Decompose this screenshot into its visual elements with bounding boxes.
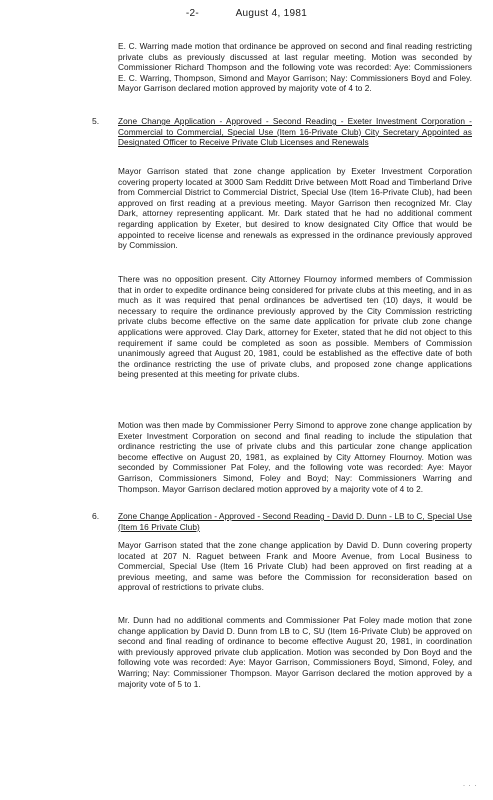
- paragraph-text: Motion was then made by Commissioner Perry Simond to approve zone change application by Exeter Investment Corporation on second and final reading to include the stipulation that ordinance restricting the use of private clubs and this particular zone change application become effective on August 20, 1981, as explained by City Attorney Flournoy. Motion was seconded by Commissioner Pat Foley, and the following vote was recorded: Aye: Mayor Garrison, Commissioners Simond, Foley and Boyd; Nay: Commissioners Warring and Thompson. Mayor Garrison declared motion approved by a majority vote of 4 to 2.: [118, 420, 472, 494]
- item-6-paragraph-1: [118, 540, 472, 593]
- meeting-date: August 4, 1981: [235, 8, 308, 19]
- page-header: [0, 8, 493, 19]
- heading-text: Zone Change Application - Approved - Second Reading - Exeter Investment Corporation - Commercial to Commercial, Special Use (Item 16-Private Club) City Secretary Appointed as Designated Officer to Receive Private Club Licenses and Renewals: [118, 116, 472, 148]
- item-6-paragraph-2: [118, 615, 472, 689]
- item-6-heading: [118, 511, 472, 532]
- item-5-paragraph-3: [118, 420, 472, 494]
- page-number: -2-: [185, 8, 200, 19]
- item-number-5: 5.: [92, 116, 100, 126]
- paragraph-text: Mayor Garrison stated that the zone change application by David D. Dunn covering property located at 207 N. Raguet between Frank and Moore Avenue, from Local Business to Commercial, Special Use (Item 16 Private Club) had been approved on first reading at a previous meeting, and same was before the Commission for reconsideration based on approval of restrictions to private clubs.: [118, 540, 472, 593]
- footer-mark: · · ·: [463, 783, 478, 789]
- item-number-6: 6.: [92, 511, 100, 521]
- paragraph-text: Mr. Dunn had no additional comments and Commissioner Pat Foley made motion that zone change application by David D. Dunn from LB to C, SU (Item 16-Private Club) be approved on second and final reading of ordinance to become effective August 20, 1981, in coordination with previously approved private club application. Motion was seconded by Don Boyd and the following vote was recorded: Aye: Mayor Garrison, Commissioners Boyd, Simond, Foley, and Warring; Nay: Commissioner Thompson. Mayor Garrison declared the motion approved by a majority vote of 5 to 1.: [118, 615, 472, 689]
- paragraph-text: E. C. Warring made motion that ordinance be approved on second and final reading restricting private clubs as previously discussed at last regular meeting. Motion was seconded by Commissioner Richard Thompson and the following vote was recorded: Aye: Commissioners E. C. Warring, Thompson, Simond and Mayor Garrison; Nay: Commissioners Boyd and Foley. Mayor Garrison declared motion approved by majority vote of 4 to 2.: [118, 41, 472, 94]
- item-5-paragraph-1: [118, 166, 472, 251]
- heading-text: Zone Change Application - Approved - Second Reading - David D. Dunn - LB to C, Special Use (Item 16 Private Club): [118, 511, 472, 532]
- paragraph-text: Mayor Garrison stated that zone change application by Exeter Investment Corporation covering property located at 3000 Sam Redditt Drive between Mott Road and Timberland Drive from Commercial District to Commercial District, Special Use (Item 16-Private Club), had been approved on first reading at a previous meeting. Mayor Garrison then recognized Mr. Clay Dark, attorney representing applicant. Mr. Dark stated that he had no additional comment regarding application by Exeter, but desired to know designated City Office that would be appointed to receive license and renewals as expressed in the ordinance previously approved by Commission.: [118, 166, 472, 251]
- item-5-paragraph-2: [118, 274, 472, 380]
- paragraph-warring-motion: [118, 41, 472, 94]
- item-5-heading: [118, 116, 472, 148]
- paragraph-text: There was no opposition present. City Attorney Flournoy informed members of Commission that in order to expedite ordinance being considered for private clubs at this meeting, and in as much as it was required that penal ordinances be advertised ten (10) days, it would be necessary to require the ordinance previously approved by the City Commission restricting private clubs become effective on the same date application for private club zone change applications were approved. Clay Dark, attorney for Exeter, stated that he did not object to this requirement if same could be completed as soon as possible. Members of Commission unanimously agreed that August 20, 1981, could be established as the effective date of both the ordinance restricting the use of private clubs, and proposed zone change applications being presented at this meeting for private clubs.: [118, 274, 472, 380]
